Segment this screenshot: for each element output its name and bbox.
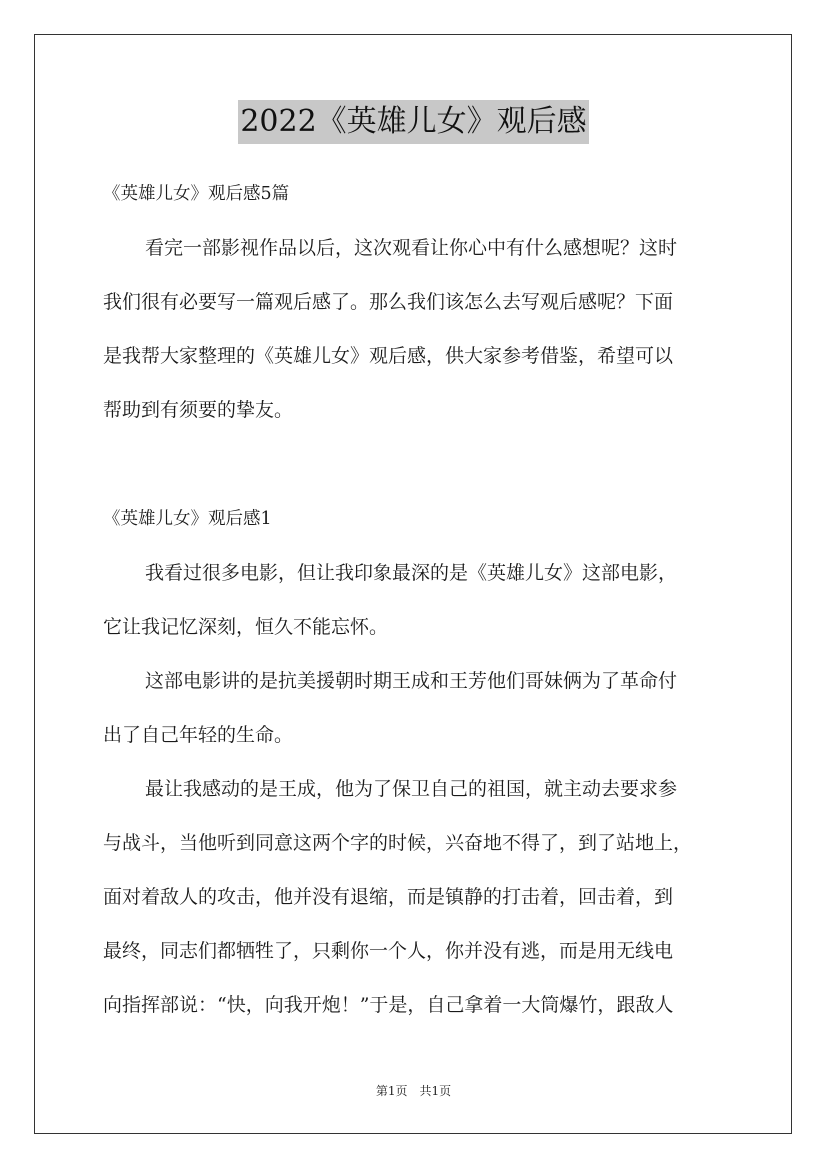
page-footer: 第1页 共1页 [375,1084,452,1098]
body-line: 我看过很多电影，但让我印象最深的是《英雄儿女》这部电影， [145,562,678,584]
body-line: 最终，同志们都牺牲了，只剩你一个人，你并没有逃，而是用无线电 [103,940,674,962]
document-subtitle: 《英雄儿女》观后感5篇 [103,184,290,204]
document-title: 2022《英雄儿女》观后感 [238,100,588,144]
body-line: 与战斗，当他听到同意这两个字的时候，兴奋地不得了，到了站地上， [103,832,693,854]
body-line: 它让我记忆深刻，恒久不能忘怀。 [103,616,389,638]
body-line: 这部电影讲的是抗美援朝时期王成和王芳他们哥妹俩为了革命付 [145,670,678,692]
body-line: 面对着敌人的攻击，他并没有退缩，而是镇静的打击着，回击着，到 [103,886,674,908]
intro-line: 是我帮大家整理的《英雄儿女》观后感，供大家参考借鉴，希望可以 [103,345,674,367]
intro-line: 帮助到有须要的挚友。 [103,399,294,421]
body-line: 向指挥部说：“快，向我开炮！”于是，自己拿着一大筒爆竹，跟敌人 [103,994,674,1016]
section-heading: 《英雄儿女》观后感1 [103,509,272,529]
body-line: 最让我感动的是王成，他为了保卫自己的祖国，就主动去要求参 [145,778,678,800]
intro-line: 我们很有必要写一篇观后感了。那么我们该怎么去写观后感呢？下面 [103,291,674,313]
title-container [0,100,827,144]
intro-line: 看完一部影视作品以后，这次观看让你心中有什么感想呢？这时 [145,237,678,259]
body-line: 出了自己年轻的生命。 [103,724,294,746]
